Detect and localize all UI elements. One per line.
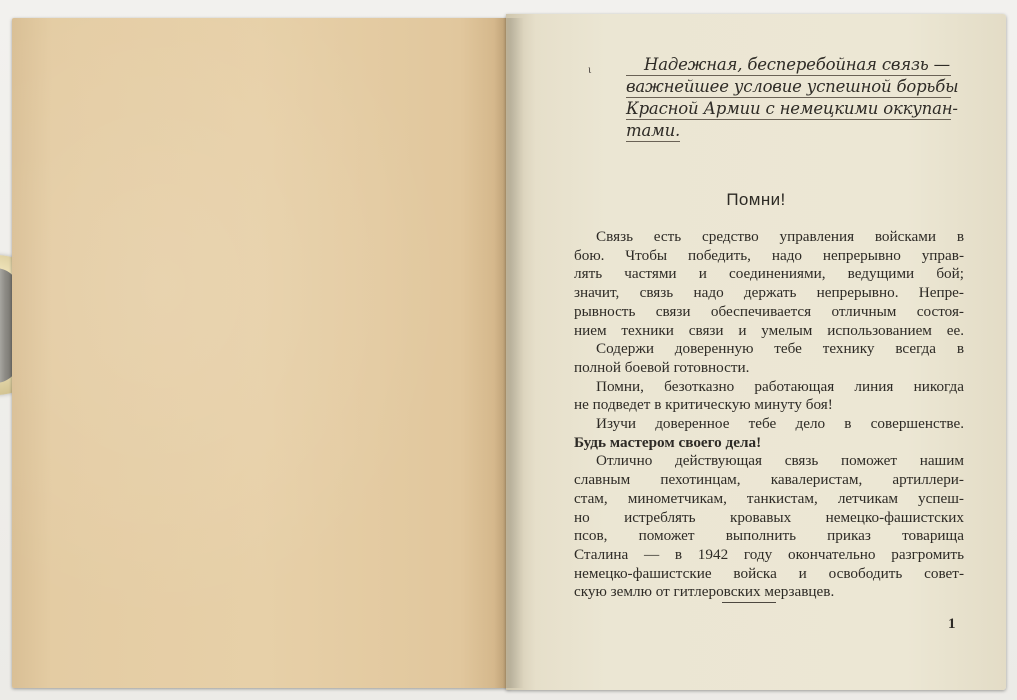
text-line: Будь мастером своего дела! xyxy=(574,433,762,451)
page-number: 1 xyxy=(948,616,956,632)
body-text xyxy=(574,228,964,602)
left-page-blank xyxy=(12,18,510,688)
text-line: не подведет в критическую минуту боя! xyxy=(574,396,833,414)
text-line: Отлично действующая связь поможет нашим xyxy=(596,452,964,470)
spine-shadow xyxy=(494,18,524,688)
text-line: немецко-фашистские войска и освободить совет- xyxy=(574,564,964,582)
text-line: но истреблять кровавых немецко-фашистских xyxy=(574,508,964,526)
text-line: скую землю от гитлеровских мерзавцев. xyxy=(574,583,835,601)
page-heading: Помни! xyxy=(726,190,786,209)
text-line: Связь есть средство управления войсками в xyxy=(596,228,964,245)
text-line: рывность связи обеспечивается отличным состоя- xyxy=(574,302,964,320)
text-line: славным пехотинцам, кавалеристам, артиллери- xyxy=(574,471,964,489)
text-line: Сталина — в 1942 году окончательно разгромить xyxy=(574,545,964,563)
epigraph-line: важнейшее условие успешной борьбы xyxy=(626,77,959,96)
text-line: Изучи доверенное тебе дело в совершенстве. xyxy=(596,415,964,433)
epigraph-line: тами. xyxy=(626,121,681,140)
open-booklet xyxy=(12,14,1008,690)
right-page xyxy=(506,14,1006,690)
epigraph-line: Красной Армии с немецкими оккупан- xyxy=(626,99,958,118)
divider xyxy=(722,602,776,603)
pencil-mark: ι xyxy=(588,62,592,76)
text-line: Содержи доверенную тебе технику всегда в xyxy=(596,340,964,358)
text-line: псов, поможет выполнить приказ товарища xyxy=(574,527,964,545)
text-line: бою. Чтобы победить, надо непрерывно управ- xyxy=(574,246,964,264)
text-line: Помни, безотказно работающая линия никогда xyxy=(596,377,964,395)
text-line: стам, минометчикам, танкистам, летчикам успеш- xyxy=(574,489,964,507)
text-line: лять частями и соединениями, ведущими бой; xyxy=(574,265,964,283)
epigraph-line: Надежная, бесперебойная связь — xyxy=(626,54,951,76)
text-line: значит, связь надо держать непрерывно. Непре- xyxy=(574,284,964,302)
text-line: нием техники связи и умелым использованием ее. xyxy=(574,321,964,339)
epigraph-underlined xyxy=(626,54,959,142)
text-line: полной боевой готовности. xyxy=(574,358,750,376)
